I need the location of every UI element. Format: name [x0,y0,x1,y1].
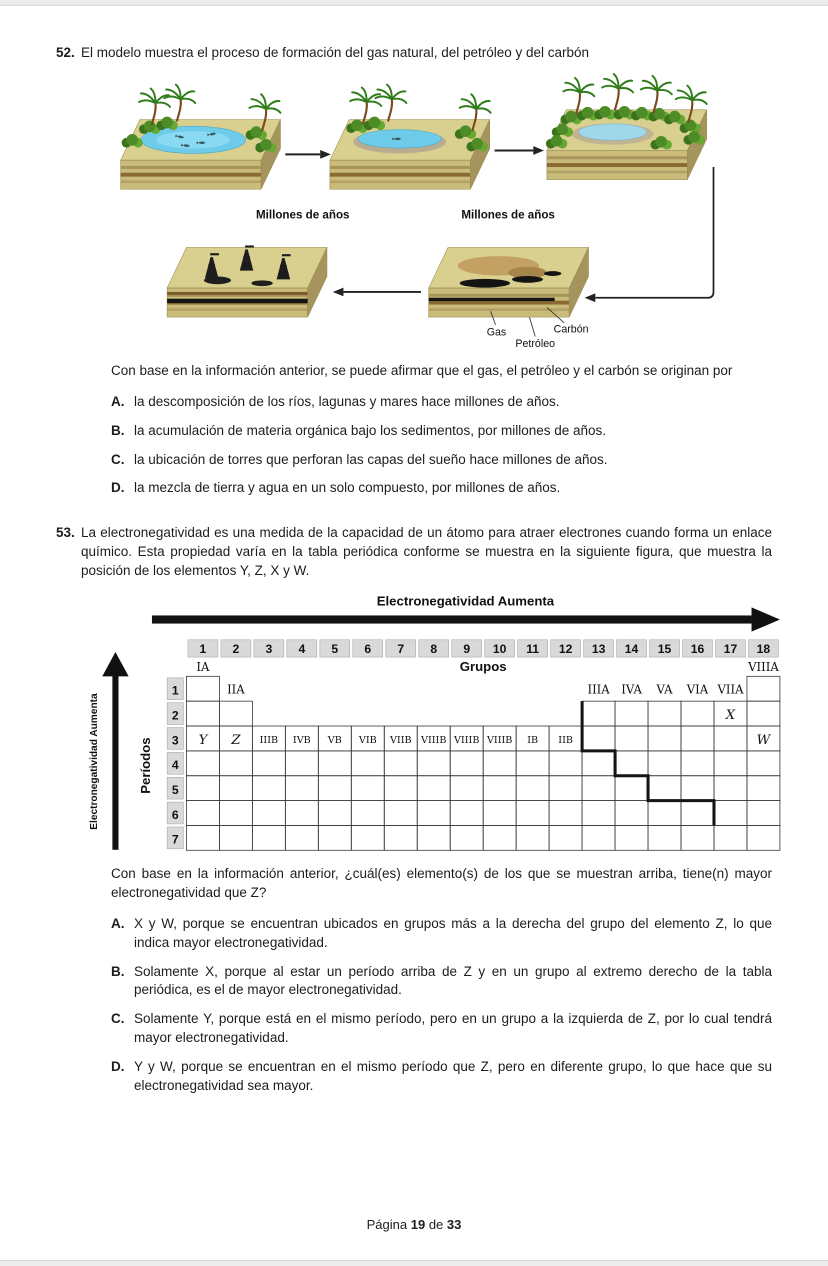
pt-cell [186,701,219,726]
landscape-panel-1 [121,85,281,190]
option-letter: D. [111,1059,125,1075]
group-number: 12 [558,642,573,657]
bush-icon [156,116,177,130]
gas-label: Gas [486,326,507,339]
landscape-panel-3 [546,74,707,180]
option-text: Solamente Y, porque está en el mismo período, pero en un grupo a la izquierda de Z, por lo cual tendrá mayor electronegatividad. [134,1011,772,1046]
pt-cell [450,825,483,850]
pt-cell [681,825,714,850]
pt-cell [681,726,714,751]
question-53-number: 53. [56,525,75,541]
element-Y: Y [198,732,208,748]
pt-cell [285,751,318,776]
pt-cell [318,801,351,826]
pt-cell [648,751,681,776]
pt-cell [186,801,219,826]
option-letter: A. [111,393,125,409]
group-number: 2 [232,642,240,657]
pt-cell [483,776,516,801]
group-number: 7 [397,642,405,657]
shrinking-water [579,124,647,140]
pt-cell [615,726,648,751]
question-52-options [111,393,772,499]
pt-cell [318,825,351,850]
pt-cell [582,776,615,801]
a-group-label: IVA [621,682,642,697]
pt-cell [615,825,648,850]
pt-cell [384,801,417,826]
left-arrow-label: Electronegatividad Aumenta [89,693,101,830]
pt-cell [714,726,747,751]
pt-cell [516,825,549,850]
footer-page-number: 19 [410,1217,426,1232]
pt-cell [318,776,351,801]
group-number: 3 [265,642,273,657]
pt-cell [681,801,714,826]
grupos-label: Grupos [459,659,507,675]
element-Z: Z [231,732,241,748]
pt-cell [549,825,582,850]
b-group-label: VIIIB [486,734,513,746]
page-top-edge [0,0,828,6]
question-52-stem: El modelo muestra el proceso de formación del gas natural, del petróleo y del carbón [81,45,590,60]
footer-of: de [428,1217,444,1232]
pt-cell [648,801,681,826]
pt-cell [681,751,714,776]
pt-cell [516,801,549,826]
pt-cell [648,825,681,850]
oil-pool [251,280,272,286]
a-group-label: IIIA [587,682,610,697]
option-letter: B. [111,422,125,438]
pt-cell [582,751,615,776]
option-letter: C. [111,451,125,467]
period-number: 5 [171,783,179,798]
option-row [111,1010,772,1048]
group-number: 8 [430,642,438,657]
group-number: 10 [492,642,507,657]
period-number: 6 [171,807,179,822]
question-53 [56,524,779,1106]
lagoon-water-highlight [156,131,230,148]
pt-cell [747,676,780,701]
pt-cell [615,751,648,776]
pt-cell [351,751,384,776]
a-group-label: VIA [686,682,709,697]
pt-cell [483,801,516,826]
pt-cell [219,776,252,801]
electronegativity-periodic-table-figure [85,591,785,857]
option-letter: C. [111,1011,125,1027]
pt-cell [450,751,483,776]
viiia-label: VIIIA [748,660,779,675]
b-group-label: VIB [358,734,377,746]
pt-cell [615,776,648,801]
pt-cell [219,801,252,826]
bush-icon [594,106,615,120]
period-number: 1 [171,683,179,698]
landscape-panel-5 [429,247,589,317]
option-row [111,422,772,441]
left-arrow-bar [112,670,118,850]
pt-cell [285,825,318,850]
pt-cell [252,825,285,850]
pt-cell [648,701,681,726]
top-arrow-bar [152,615,752,623]
option-text: la descomposición de los ríos, lagunas y mares hace millones de años. [134,393,560,409]
pt-cell [351,801,384,826]
periodos-label: Períodos [137,737,153,794]
question-53-stem: La electronegatividad es una medida de la capacidad de un átomo para atraer electrones cuando forma un enlace químico. Esta propiedad varía en la tabla periódica conforme se muestra en la siguiente figura, que muestra la posición de los elementos Y, Z, X y W. [81,525,772,579]
palm-tree-icon [641,76,672,113]
group-number: 9 [463,642,471,657]
b-group-label: IVB [292,734,311,746]
element-W: W [756,732,771,748]
pt-cell [285,776,318,801]
pt-cell [516,751,549,776]
pt-cell [582,825,615,850]
question-52-number: 52. [56,45,75,60]
pt-cell [417,751,450,776]
millones-label-1: Millones de años [255,208,350,222]
coal-lens [544,271,561,276]
b-group-label: IIIB [259,734,279,746]
pt-cell [582,701,615,726]
pt-cell [747,801,780,826]
option-row [111,451,772,470]
b-group-label: VB [327,734,342,746]
pt-cell [450,801,483,826]
pt-cell [219,825,252,850]
question-52-prompt: Con base en la información anterior, se puede afirmar que el gas, el petróleo y el carbón se originan por [111,362,733,378]
pt-cell [417,801,450,826]
pt-cell [285,801,318,826]
pt-cell [351,825,384,850]
option-row [111,479,772,498]
brown-stratum [167,292,307,295]
a-group-label: VA [656,682,673,697]
palm-tree-icon [602,74,633,111]
pt-cell [549,751,582,776]
landscape-panel-4 [167,245,327,317]
question-53-body [81,524,779,1106]
page-bottom-edge [0,1260,828,1266]
pt-cell [516,776,549,801]
b-group-label: VIIB [389,734,412,746]
b-group-label: IIB [558,734,573,746]
pt-cell [252,801,285,826]
pt-cell [384,751,417,776]
pt-cell [483,825,516,850]
coal-seam [429,298,555,301]
option-text: la ubicación de torres que perforan las capas del sueño hace millones de años. [134,451,608,467]
pt-cell [186,825,219,850]
pt-cell [615,801,648,826]
petroleo-label: Petróleo [515,338,556,351]
pt-cell [219,701,252,726]
pt-cell [318,751,351,776]
pt-cell [219,751,252,776]
page-footer [0,1217,828,1232]
petroleo-leader-line [529,317,535,336]
group-number: 17 [723,642,738,657]
question-52-body [81,44,772,508]
elbow-connector-head [585,293,596,302]
pt-cell [714,825,747,850]
group-number: 11 [526,642,540,657]
pt-cell [747,701,780,726]
pt-cell [747,825,780,850]
millones-label-2: Millones de años [461,208,555,222]
option-text: Y y W, porque se encuentran en el mismo período que Z, pero en diferente grupo, lo que hace que su electronegatividad sea mayor. [134,1059,772,1094]
pt-cell [747,776,780,801]
a-group-label: VIIA [717,682,744,697]
stage-arrow-3-head [333,287,344,296]
left-arrow-head [102,652,128,676]
option-row [111,1058,772,1096]
option-row [111,393,772,412]
group-number: 18 [756,642,771,657]
pt-cell [648,776,681,801]
pt-cell [483,751,516,776]
pt-cell [549,776,582,801]
pt-cell [681,776,714,801]
question-53-options [111,915,772,1096]
top-arrow-head [752,607,780,631]
carbon-label: Carbón [553,323,589,336]
iia-label: IIA [227,682,245,697]
option-text: X y W, porque se encuentran ubicados en grupos más a la derecha del grupo del elemento Z, lo que indica mayor electronegatividad. [134,915,772,950]
question-52 [56,44,772,508]
pt-cell [417,776,450,801]
pt-cell [252,776,285,801]
pt-cell [714,776,747,801]
pt-cell [648,726,681,751]
question-53-prompt: Con base en la información anterior, ¿cuál(es) elemento(s) de los que se muestran arriba, tiene(n) mayor electronegatividad que Z? [111,866,772,900]
pt-cell [186,676,219,701]
fossil-fuel-formation-figure [109,71,729,354]
stage-arrow-2-head [533,146,544,155]
group-number: 16 [690,642,705,657]
group-number: 15 [657,642,672,657]
palm-tree-icon [375,85,406,122]
option-text: la acumulación de materia orgánica bajo los sedimentos, por millones de años. [134,422,607,438]
option-letter: A. [111,915,125,931]
group-number: 14 [624,642,639,657]
coal-seam [167,299,307,303]
pt-cell [714,751,747,776]
period-number: 7 [171,832,179,847]
group-number: 13 [591,642,606,657]
pt-cell [582,801,615,826]
pt-cell [186,776,219,801]
period-number: 2 [171,708,179,723]
b-group-label: IB [527,734,539,746]
b-group-label: VIIIB [453,734,480,746]
option-text: la mezcla de tierra y agua en un solo compuesto, por millones de años. [134,480,561,496]
pt-cell [384,776,417,801]
period-number: 4 [171,758,179,773]
group-number: 4 [298,642,306,657]
bush-icon [364,116,385,130]
petroleum-lens [460,279,510,288]
pt-cell [417,825,450,850]
period-number: 3 [171,733,179,748]
option-row [111,915,772,953]
element-X: X [725,707,736,723]
footer-total-pages: 33 [446,1217,462,1232]
palm-tree-icon [164,85,195,122]
top-arrow-label: Electronegatividad Aumenta [376,593,555,609]
group-number: 1 [199,642,207,657]
pt-cell [252,751,285,776]
pt-cell [615,701,648,726]
landscape-panel-2 [330,85,491,190]
pt-cell [582,726,615,751]
option-letter: B. [111,963,125,979]
pt-cell [186,751,219,776]
pt-cell [549,801,582,826]
gas-lens [512,276,543,283]
footer-prefix: Página [366,1217,408,1232]
pt-cell [714,801,747,826]
option-letter: D. [111,480,125,496]
stage-arrow-1-head [320,150,331,159]
pt-cell [351,776,384,801]
pt-cell [681,701,714,726]
ia-label: IA [196,660,210,675]
option-row [111,963,772,1001]
option-text: Solamente X, porque al estar un período arriba de Z y en un grupo al extremo derecho de la tabla periódica, es el de mayor electronegatividad. [134,963,772,998]
b-group-label: VIIIB [421,734,447,746]
group-number: 5 [331,642,339,657]
pt-cell [384,825,417,850]
pt-cell [450,776,483,801]
elbow-connector [595,167,713,298]
group-number: 6 [364,642,372,657]
pt-cell [747,751,780,776]
